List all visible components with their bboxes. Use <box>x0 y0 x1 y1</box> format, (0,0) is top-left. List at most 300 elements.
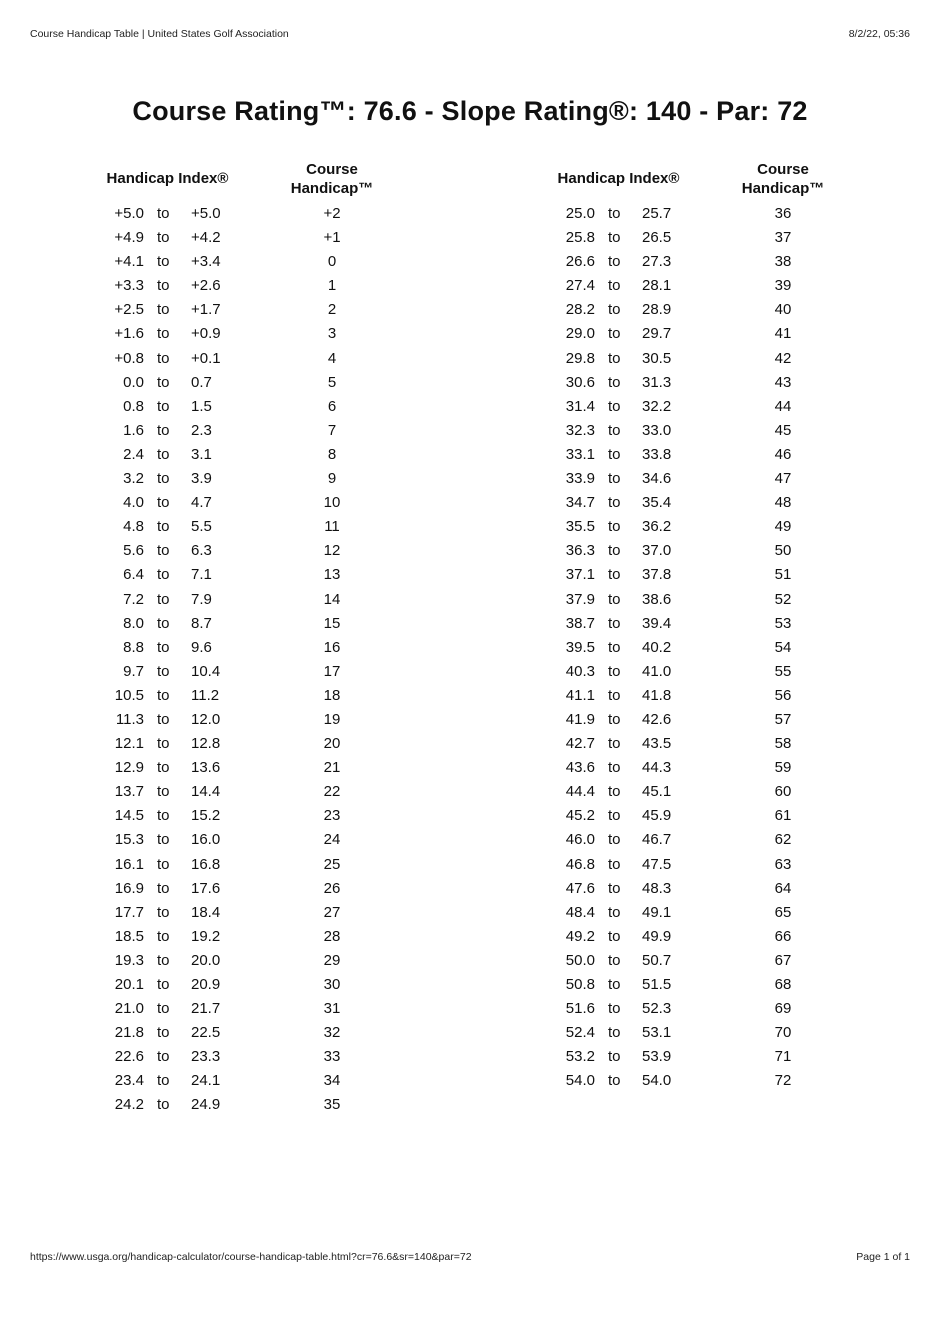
course-handicap-value: 43 <box>774 373 792 391</box>
course-handicap-value: 71 <box>774 1048 792 1066</box>
range-connector: to <box>608 783 621 801</box>
handicap-index-to: +2.6 <box>191 277 221 295</box>
course-handicap-value: 54 <box>774 638 792 656</box>
table-row <box>531 684 871 708</box>
table-row <box>80 804 420 828</box>
range-connector: to <box>157 1072 170 1090</box>
handicap-index-to: 7.9 <box>191 590 212 608</box>
handicap-index-to: 15.2 <box>191 807 221 825</box>
table-row <box>531 660 871 684</box>
handicap-index-from: 41.9 <box>565 710 595 728</box>
handicap-table-left <box>80 158 420 1118</box>
handicap-index-from: 47.6 <box>565 879 595 897</box>
table-row <box>80 419 420 443</box>
handicap-index-from: 13.7 <box>114 783 144 801</box>
handicap-index-to: 37.8 <box>642 566 672 584</box>
range-connector: to <box>608 590 621 608</box>
handicap-index-from: 52.4 <box>565 1024 595 1042</box>
handicap-index-to: 11.2 <box>191 686 220 704</box>
range-connector: to <box>608 373 621 391</box>
range-connector: to <box>157 542 170 560</box>
table-row <box>531 371 871 395</box>
course-handicap-value: 15 <box>323 614 341 632</box>
course-handicap-value: 65 <box>774 903 792 921</box>
handicap-index-from: 42.7 <box>565 735 595 753</box>
handicap-index-to: 37.0 <box>642 542 672 560</box>
handicap-index-from: 26.6 <box>565 253 595 271</box>
handicap-index-to: 2.3 <box>191 421 212 439</box>
handicap-index-to: 34.6 <box>642 470 672 488</box>
table-body <box>531 202 871 1093</box>
handicap-index-to: 4.7 <box>191 494 212 512</box>
handicap-index-from: 20.1 <box>114 976 144 993</box>
table-row <box>80 347 420 371</box>
handicap-index-to: 33.8 <box>642 445 672 463</box>
course-handicap-value: 40 <box>774 301 792 319</box>
course-handicap-value: 34 <box>323 1072 341 1090</box>
range-connector: to <box>157 1096 170 1114</box>
range-connector: to <box>157 373 170 391</box>
range-connector: to <box>157 951 170 969</box>
course-handicap-value: 45 <box>774 421 792 439</box>
course-handicap-value: 22 <box>323 783 341 801</box>
table-row <box>80 853 420 877</box>
course-handicap-value: 47 <box>774 470 792 488</box>
table-row <box>80 925 420 949</box>
table-row <box>80 539 420 563</box>
handicap-index-to: 53.1 <box>642 1024 672 1042</box>
handicap-index-from: 0.0 <box>123 373 144 391</box>
table-row <box>80 877 420 901</box>
handicap-index-to: 16.0 <box>191 831 221 849</box>
table-row <box>531 997 871 1021</box>
table-row <box>531 708 871 732</box>
course-handicap-value: +2 <box>323 205 341 222</box>
handicap-index-from: 38.7 <box>565 614 595 632</box>
handicap-table-right <box>531 158 871 1093</box>
handicap-index-from: 54.0 <box>565 1072 595 1090</box>
table-row <box>80 443 420 467</box>
handicap-index-from: 0.8 <box>123 397 144 415</box>
column-header-course-line1: Course <box>306 161 358 178</box>
handicap-index-from: 2.4 <box>123 445 144 463</box>
course-handicap-value: 31 <box>323 1000 341 1018</box>
range-connector: to <box>608 686 621 704</box>
range-connector: to <box>157 421 170 439</box>
table-row <box>531 202 871 226</box>
range-connector: to <box>157 518 170 536</box>
course-handicap-value: 16 <box>323 638 341 656</box>
table-header <box>80 158 420 202</box>
handicap-index-to: 13.6 <box>191 759 221 777</box>
table-row <box>80 274 420 298</box>
table-row <box>80 828 420 852</box>
range-connector: to <box>608 662 621 680</box>
range-connector: to <box>157 735 170 753</box>
course-handicap-value: 52 <box>774 590 792 608</box>
table-row <box>531 901 871 925</box>
handicap-index-to: 8.7 <box>191 614 212 632</box>
table-row <box>80 756 420 780</box>
handicap-index-to: 36.2 <box>642 518 672 536</box>
table-row <box>80 250 420 274</box>
handicap-index-from: +2.5 <box>114 301 144 319</box>
range-connector: to <box>608 421 621 439</box>
course-handicap-value: 25 <box>323 855 341 873</box>
handicap-index-to: 52.3 <box>642 1000 672 1018</box>
range-connector: to <box>608 542 621 560</box>
table-row <box>80 732 420 756</box>
handicap-index-from: 14.5 <box>114 807 144 825</box>
handicap-index-to: 39.4 <box>642 614 672 632</box>
handicap-index-from: 35.5 <box>565 518 595 536</box>
table-row <box>531 756 871 780</box>
table-row <box>80 1093 420 1117</box>
course-handicap-value: 3 <box>327 325 337 343</box>
course-handicap-value: 46 <box>774 445 792 463</box>
handicap-index-to: 41.0 <box>642 662 672 680</box>
range-connector: to <box>157 325 170 343</box>
range-connector: to <box>608 951 621 969</box>
course-handicap-value: 41 <box>774 325 792 343</box>
table-row <box>531 539 871 563</box>
range-connector: to <box>157 879 170 897</box>
range-connector: to <box>157 662 170 680</box>
range-connector: to <box>608 518 621 536</box>
table-row <box>80 997 420 1021</box>
table-row <box>531 636 871 660</box>
course-handicap-value: 7 <box>327 421 337 439</box>
range-connector: to <box>157 686 170 704</box>
course-handicap-value: 49 <box>774 518 792 536</box>
handicap-index-to: 7.1 <box>191 566 212 584</box>
handicap-index-from: 50.8 <box>565 976 595 993</box>
course-handicap-value: 6 <box>327 397 337 415</box>
handicap-index-from: 12.9 <box>114 759 144 777</box>
table-row <box>531 925 871 949</box>
handicap-index-from: 40.3 <box>565 662 595 680</box>
handicap-index-to: +0.9 <box>191 325 221 343</box>
handicap-index-from: 11.3 <box>115 710 144 728</box>
handicap-index-from: 5.6 <box>123 542 144 560</box>
handicap-index-to: 45.9 <box>642 807 672 825</box>
handicap-index-to: 22.5 <box>191 1024 221 1042</box>
handicap-index-to: 6.3 <box>191 542 212 560</box>
range-connector: to <box>608 566 621 584</box>
table-row <box>531 563 871 587</box>
course-handicap-value: 26 <box>323 879 341 897</box>
page-title: Course Rating™: 76.6 - Slope Rating®: 140 - Par: 72 <box>132 96 808 126</box>
handicap-index-from: 46.0 <box>565 831 595 849</box>
range-connector: to <box>608 614 621 632</box>
handicap-index-to: +1.7 <box>191 301 221 319</box>
table-row <box>80 515 420 539</box>
handicap-index-from: +0.8 <box>114 349 144 367</box>
column-header-handicap-index: Handicap Index® <box>106 170 229 187</box>
handicap-index-from: 29.8 <box>565 349 595 367</box>
table-row <box>80 395 420 419</box>
course-handicap-value: 53 <box>774 614 792 632</box>
handicap-index-from: 29.0 <box>565 325 595 343</box>
handicap-index-to: 20.9 <box>191 976 221 993</box>
handicap-index-from: 37.1 <box>565 566 595 584</box>
course-handicap-value: 17 <box>323 662 341 680</box>
handicap-index-from: 9.7 <box>123 662 144 680</box>
table-row <box>531 298 871 322</box>
table-body <box>80 202 420 1118</box>
handicap-index-to: +5.0 <box>191 205 221 222</box>
table-row <box>80 949 420 973</box>
range-connector: to <box>157 903 170 921</box>
handicap-index-from: 21.8 <box>114 1024 144 1042</box>
table-row <box>80 612 420 636</box>
handicap-index-from: 50.0 <box>565 951 595 969</box>
range-connector: to <box>157 590 170 608</box>
course-handicap-value: 23 <box>323 807 341 825</box>
handicap-index-to: 3.1 <box>191 445 212 463</box>
course-handicap-value: 36 <box>774 205 792 222</box>
range-connector: to <box>157 855 170 873</box>
table-row <box>80 467 420 491</box>
table-row <box>531 419 871 443</box>
table-row <box>80 780 420 804</box>
handicap-index-from: 7.2 <box>123 590 144 608</box>
course-handicap-value: 4 <box>327 349 337 367</box>
handicap-index-from: 16.1 <box>114 855 144 873</box>
course-handicap-value: 61 <box>774 807 792 825</box>
handicap-index-from: 37.9 <box>565 590 595 608</box>
handicap-index-to: +3.4 <box>191 253 221 271</box>
range-connector: to <box>608 1000 621 1018</box>
handicap-index-to: 12.0 <box>191 710 221 728</box>
handicap-index-to: 19.2 <box>191 927 221 945</box>
handicap-index-to: 10.4 <box>191 662 221 680</box>
range-connector: to <box>608 277 621 295</box>
handicap-index-to: 23.3 <box>191 1048 221 1066</box>
handicap-index-from: +4.1 <box>114 253 144 271</box>
range-connector: to <box>608 1072 621 1090</box>
range-connector: to <box>157 349 170 367</box>
range-connector: to <box>157 614 170 632</box>
column-header-course-line1: Course <box>757 161 809 178</box>
table-row <box>531 467 871 491</box>
handicap-index-from: 21.0 <box>114 1000 144 1018</box>
course-handicap-value: 13 <box>323 566 341 584</box>
table-row <box>80 202 420 226</box>
handicap-index-from: 23.4 <box>114 1072 144 1090</box>
range-connector: to <box>157 976 170 993</box>
table-row <box>531 612 871 636</box>
table-row <box>531 1069 871 1093</box>
course-handicap-value: 59 <box>774 759 792 777</box>
handicap-index-from: 33.9 <box>565 470 595 488</box>
course-handicap-value: 29 <box>323 951 341 969</box>
course-handicap-value: 48 <box>774 494 792 512</box>
handicap-index-to: 3.9 <box>191 470 212 488</box>
range-connector: to <box>608 710 621 728</box>
range-connector: to <box>157 927 170 945</box>
handicap-index-to: 50.7 <box>642 951 672 969</box>
column-header-course-handicap <box>272 160 392 198</box>
range-connector: to <box>608 759 621 777</box>
table-row <box>80 1021 420 1045</box>
table-row <box>80 901 420 925</box>
handicap-index-to: 51.5 <box>642 976 672 993</box>
handicap-index-to: 0.7 <box>191 373 212 391</box>
handicap-index-from: 16.9 <box>114 879 144 897</box>
handicap-index-to: 49.1 <box>642 903 672 921</box>
course-handicap-value: 69 <box>774 1000 792 1018</box>
course-handicap-value: 18 <box>323 686 341 704</box>
table-row <box>80 1045 420 1069</box>
handicap-index-from: 10.5 <box>114 686 144 704</box>
range-connector: to <box>608 855 621 873</box>
range-connector: to <box>157 301 170 319</box>
range-connector: to <box>608 494 621 512</box>
table-row <box>531 973 871 997</box>
column-header-course-line2: Handicap™ <box>741 180 825 197</box>
page-header-title: Course Handicap Table | United States Golf Association <box>30 28 289 40</box>
table-row <box>531 443 871 467</box>
range-connector: to <box>608 1048 621 1066</box>
handicap-index-to: 12.8 <box>191 735 221 753</box>
range-connector: to <box>157 397 170 415</box>
table-row <box>531 347 871 371</box>
range-connector: to <box>608 445 621 463</box>
course-handicap-value: 35 <box>323 1096 341 1114</box>
handicap-index-from: +3.3 <box>114 277 144 295</box>
range-connector: to <box>157 783 170 801</box>
course-handicap-value: 28 <box>323 927 341 945</box>
table-row <box>531 395 871 419</box>
course-handicap-value: 14 <box>323 590 341 608</box>
table-row <box>531 949 871 973</box>
handicap-index-to: 38.6 <box>642 590 672 608</box>
range-connector: to <box>608 735 621 753</box>
handicap-index-from: 8.8 <box>123 638 144 656</box>
course-handicap-value: 57 <box>774 710 792 728</box>
table-row <box>531 588 871 612</box>
table-row <box>531 804 871 828</box>
handicap-index-to: 53.9 <box>642 1048 672 1066</box>
handicap-index-from: +4.9 <box>114 229 144 247</box>
range-connector: to <box>608 879 621 897</box>
handicap-index-from: 4.0 <box>123 494 144 512</box>
table-row <box>80 226 420 250</box>
course-handicap-value: 1 <box>327 277 337 295</box>
table-row <box>531 732 871 756</box>
handicap-index-to: 27.3 <box>642 253 672 271</box>
course-handicap-value: 66 <box>774 927 792 945</box>
course-handicap-value: 19 <box>323 710 341 728</box>
handicap-index-to: 16.8 <box>191 855 221 873</box>
course-handicap-value: 67 <box>774 951 792 969</box>
handicap-index-to: 28.9 <box>642 301 672 319</box>
range-connector: to <box>157 638 170 656</box>
course-handicap-value: 44 <box>774 397 792 415</box>
course-handicap-value: 33 <box>323 1048 341 1066</box>
table-row <box>80 636 420 660</box>
handicap-index-from: 22.6 <box>114 1048 144 1066</box>
table-row <box>531 828 871 852</box>
table-header <box>531 158 871 202</box>
table-row <box>531 780 871 804</box>
range-connector: to <box>608 349 621 367</box>
handicap-index-from: 48.4 <box>565 903 595 921</box>
range-connector: to <box>157 1024 170 1042</box>
range-connector: to <box>608 807 621 825</box>
table-row <box>80 660 420 684</box>
course-handicap-value: 32 <box>323 1024 341 1042</box>
handicap-index-from: 36.3 <box>565 542 595 560</box>
handicap-index-from: 46.8 <box>565 855 595 873</box>
handicap-index-from: 27.4 <box>565 277 595 295</box>
course-handicap-value: 24 <box>323 831 341 849</box>
handicap-index-from: +1.6 <box>114 325 144 343</box>
range-connector: to <box>608 205 621 222</box>
course-handicap-value: 10 <box>323 494 341 512</box>
handicap-index-to: 41.8 <box>642 686 672 704</box>
course-handicap-value: 5 <box>327 373 337 391</box>
print-footer <box>30 1251 910 1263</box>
handicap-index-from: 49.2 <box>565 927 595 945</box>
course-handicap-value: 56 <box>774 686 792 704</box>
table-row <box>531 322 871 346</box>
course-handicap-value: 21 <box>323 759 341 777</box>
course-handicap-value: 42 <box>774 349 792 367</box>
course-handicap-value: 20 <box>323 735 341 753</box>
handicap-index-from: 28.2 <box>565 301 595 319</box>
handicap-index-from: 3.2 <box>123 470 144 488</box>
table-row <box>80 563 420 587</box>
handicap-index-from: 1.6 <box>123 421 144 439</box>
table-row <box>80 371 420 395</box>
handicap-index-from: 39.5 <box>565 638 595 656</box>
course-handicap-value: 2 <box>327 301 337 319</box>
handicap-index-to: 17.6 <box>191 879 221 897</box>
range-connector: to <box>608 976 621 993</box>
handicap-index-from: 53.2 <box>565 1048 595 1066</box>
table-row <box>531 1021 871 1045</box>
course-handicap-value: 30 <box>323 976 341 993</box>
handicap-index-from: 25.8 <box>565 229 595 247</box>
range-connector: to <box>157 494 170 512</box>
range-connector: to <box>608 253 621 271</box>
handicap-index-to: 28.1 <box>642 277 672 295</box>
range-connector: to <box>608 325 621 343</box>
handicap-index-from: 41.1 <box>565 686 595 704</box>
handicap-index-to: 32.2 <box>642 397 672 415</box>
table-row <box>80 684 420 708</box>
handicap-index-from: 12.1 <box>114 735 144 753</box>
range-connector: to <box>608 903 621 921</box>
handicap-index-from: 33.1 <box>565 445 595 463</box>
handicap-index-to: +0.1 <box>191 349 221 367</box>
course-handicap-value: 8 <box>327 445 337 463</box>
course-handicap-value: 9 <box>327 470 337 488</box>
table-row <box>80 322 420 346</box>
handicap-index-from: 19.3 <box>114 951 144 969</box>
page-header-datetime: 8/2/22, 05:36 <box>848 28 910 40</box>
handicap-index-from: 31.4 <box>565 397 595 415</box>
handicap-index-to: 42.6 <box>642 710 672 728</box>
course-handicap-value: 27 <box>323 903 341 921</box>
course-handicap-value: 68 <box>774 976 792 993</box>
course-handicap-value: 64 <box>774 879 792 897</box>
handicap-index-from: 4.8 <box>123 518 144 536</box>
range-connector: to <box>608 229 621 247</box>
handicap-index-to: 48.3 <box>642 879 672 897</box>
